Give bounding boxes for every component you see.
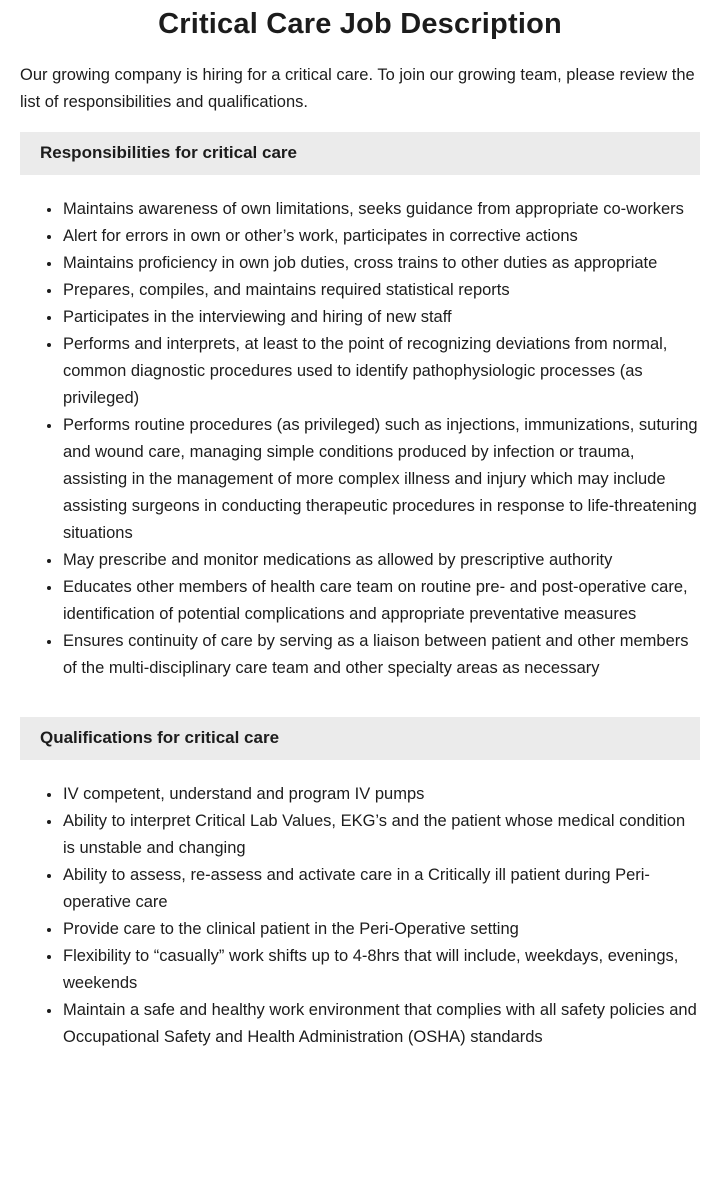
list-item: • Performs routine procedures (as privileged) such as injections, immunizations, suturing and wound care, managing simple conditions produced by infection or trauma, assisting in the management of more complex illness and injury which may include assisting surgeons in conducting therapeutic procedures in response to life-threatening situations — [62, 412, 700, 547]
qualifications-heading: Qualifications for critical care — [20, 717, 700, 760]
list-item: • IV competent, understand and program IV pumps — [62, 781, 700, 808]
page-title: Critical Care Job Description — [158, 8, 562, 40]
list-item: • Maintain a safe and healthy work environment that complies with all safety policies and Occupational Safety and Health Administration (OSHA) standards — [62, 997, 700, 1051]
list-item: • Ability to interpret Critical Lab Values, EKG’s and the patient whose medical condition is unstable and changing — [62, 808, 700, 862]
qualifications-section — [20, 717, 700, 1051]
list-item: • Maintains awareness of own limitations, seeks guidance from appropriate co-workers — [62, 196, 700, 223]
responsibilities-section — [20, 132, 700, 682]
list-item: • Ability to assess, re-assess and activate care in a Critically ill patient during Peri-operative care — [62, 862, 700, 916]
list-item: • Participates in the interviewing and hiring of new staff — [62, 304, 700, 331]
list-item: • Performs and interprets, at least to the point of recognizing deviations from normal, common diagnostic procedures used to identify pathophysiologic processes (as privileged) — [62, 331, 700, 412]
responsibilities-heading: Responsibilities for critical care — [20, 132, 700, 175]
list-item: • Maintains proficiency in own job duties, cross trains to other duties as appropriate — [62, 250, 700, 277]
list-item: • Alert for errors in own or other’s work, participates in corrective actions — [62, 223, 700, 250]
list-item: • Ensures continuity of care by serving as a liaison between patient and other members of the multi-disciplinary care team and other specialty areas as necessary — [62, 628, 700, 682]
intro-paragraph: Our growing company is hiring for a critical care. To join our growing team, please review the list of responsibilities and qualifications. — [20, 66, 695, 111]
responsibilities-list — [20, 196, 700, 682]
list-item: • Provide care to the clinical patient in the Peri-Operative setting — [62, 916, 700, 943]
list-item: • May prescribe and monitor medications as allowed by prescriptive authority — [62, 547, 700, 574]
list-item: • Educates other members of health care team on routine pre- and post-operative care, identification of potential complications and appropriate preventative measures — [62, 574, 700, 628]
list-item: • Flexibility to “casually” work shifts up to 4-8hrs that will include, weekdays, evenings, weekends — [62, 943, 700, 997]
qualifications-list — [20, 781, 700, 1051]
list-item: • Prepares, compiles, and maintains required statistical reports — [62, 277, 700, 304]
